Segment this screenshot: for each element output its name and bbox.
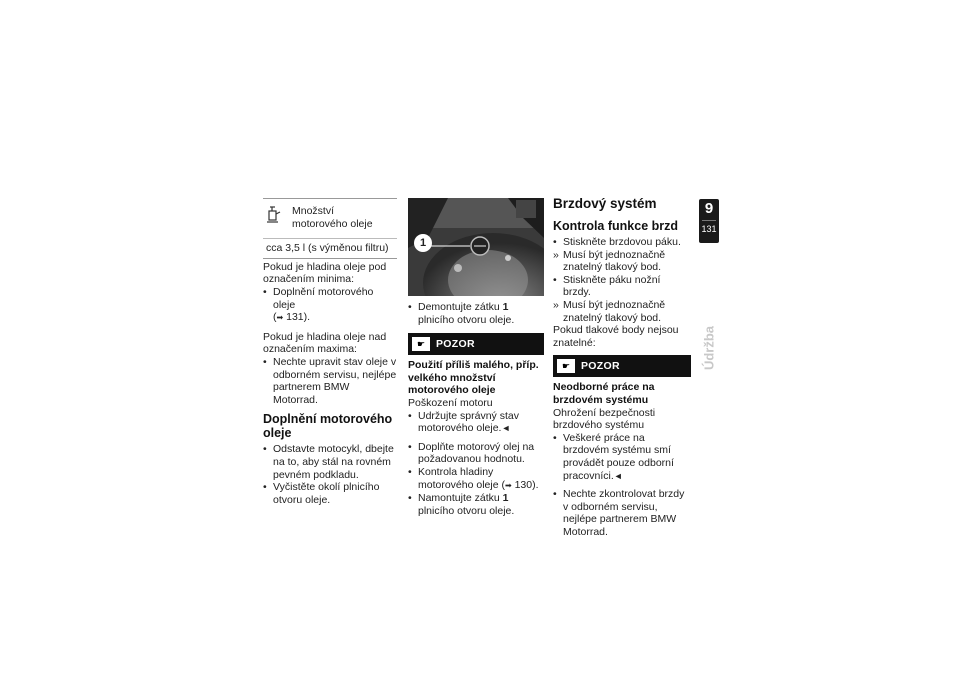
page-number: 131 <box>701 224 717 234</box>
warning-hand-icon: ☛ <box>557 359 575 373</box>
engine-photo <box>408 198 544 296</box>
paragraph-below-min: Pokud je hladina oleje pod označením minima: <box>263 260 387 286</box>
bullet-mount-text-2: plnicího otvoru oleje. <box>418 504 515 517</box>
bullet-remove-plug <box>408 301 544 326</box>
callout-marker <box>414 234 432 252</box>
heading-refill: Doplnění motorového oleje <box>263 412 393 441</box>
bullet-press-lever: • Stiskněte brzdovou páku. <box>553 236 691 249</box>
callout-number: 1 <box>419 237 427 249</box>
warning-label: POZOR <box>436 338 475 351</box>
reference-arrow-icon: ➡ <box>504 480 512 490</box>
bullet-work-text: Veškeré práce na brzdovém systému smí provádět pouze odborní pracovníci. ◄ <box>563 432 674 482</box>
warning-hand-icon: ☛ <box>412 337 430 351</box>
heading-brake-system: Brzdový systém <box>553 196 657 211</box>
heading-brake-check: Kontrola funkce brzd <box>553 219 679 233</box>
bullet-park: • Odstavte motocykl, dbejte na to, aby stál na rovném pevném podkladu. <box>263 443 397 481</box>
reference-arrow-icon: ➡ <box>276 313 284 323</box>
paragraph-not-noticeable: Pokud tlakové body nejsou znatelné: <box>553 324 679 349</box>
column-2 <box>408 198 544 517</box>
result-lever: » Musí být jednoznačně znatelný tlakový bod. <box>553 249 691 274</box>
bullet-refill-text: Doplnění motorového oleje <box>273 285 374 311</box>
warning-title: Použití příliš malého, příp. velkého množství motorového oleje <box>408 359 539 397</box>
warning-bar <box>408 333 544 355</box>
spec-value: cca 3,5 l (s výměnou filtru) <box>266 242 389 255</box>
bullet-service-oil: • Nechte upravit stav oleje v odborném servisu, nejlépe partnerem BMW Motorrad. <box>263 356 397 406</box>
chapter-tab <box>699 199 719 243</box>
bullet-keep-text: Udržujte správný stav motorového oleje. ◄ <box>418 410 519 435</box>
bullet-mount-number: 1 <box>502 492 509 505</box>
paragraph-above-max: Pokud je hladina oleje nad označením maxima: <box>263 330 387 356</box>
bullet-fill-oil: • Doplňte motorový olej na požadovanou hodnotu. <box>408 441 544 466</box>
warning-description: Ohrožení bezpečnosti brzdového systému <box>553 406 656 432</box>
bullet-check-brakes: • Nechte zkontrolovat brzdy v odborném servisu, nejlépe partnerem BMW Motorrad. <box>553 488 691 538</box>
column-1 <box>263 198 397 506</box>
bullet-work-specialists <box>553 432 691 482</box>
bullet-keep-level <box>408 410 544 435</box>
warning-label: POZOR <box>581 360 620 373</box>
warning-title: Neodborné práce na brzdovém systému <box>553 381 655 406</box>
reference-page: 131). <box>286 311 311 324</box>
bullet-remove-text-2: plnicího otvoru oleje. <box>418 313 515 326</box>
result-pedal: » Musí být jednoznačně znatelný tlakový bod. <box>553 299 691 324</box>
warning-bar <box>553 355 691 377</box>
bullet-check-text: Kontrola hladiny motorového oleje ( <box>418 465 505 491</box>
chapter-number: 9 <box>704 200 714 217</box>
bullet-remove-number: 1 <box>502 301 509 313</box>
spec-label: Množství motorového oleje <box>292 205 373 230</box>
bullet-mount-plug <box>408 492 544 517</box>
section-label <box>698 318 720 378</box>
reference[interactable]: (➡ 131). <box>273 311 311 324</box>
bullet-mount-text-1: Namontujte zátku <box>418 492 503 505</box>
bullet-remove-text-1: Demontujte zátku <box>418 301 503 313</box>
bullet-refill-oil <box>263 286 397 325</box>
reference[interactable] <box>505 479 539 491</box>
bullet-check-level <box>408 466 544 492</box>
bullet-clean: • Vyčistěte okolí plnicího otvoru oleje. <box>263 481 397 506</box>
bullet-press-pedal: • Stiskněte páku nožní brzdy. <box>553 274 691 299</box>
reference-page: 130). <box>514 478 539 491</box>
warning-description: Poškození motoru <box>408 396 493 409</box>
spec-box <box>263 198 397 259</box>
column-3 <box>553 196 691 538</box>
section-label-text: Údržba <box>701 325 717 371</box>
spec-header <box>263 199 397 239</box>
oil-can-icon <box>263 205 288 230</box>
